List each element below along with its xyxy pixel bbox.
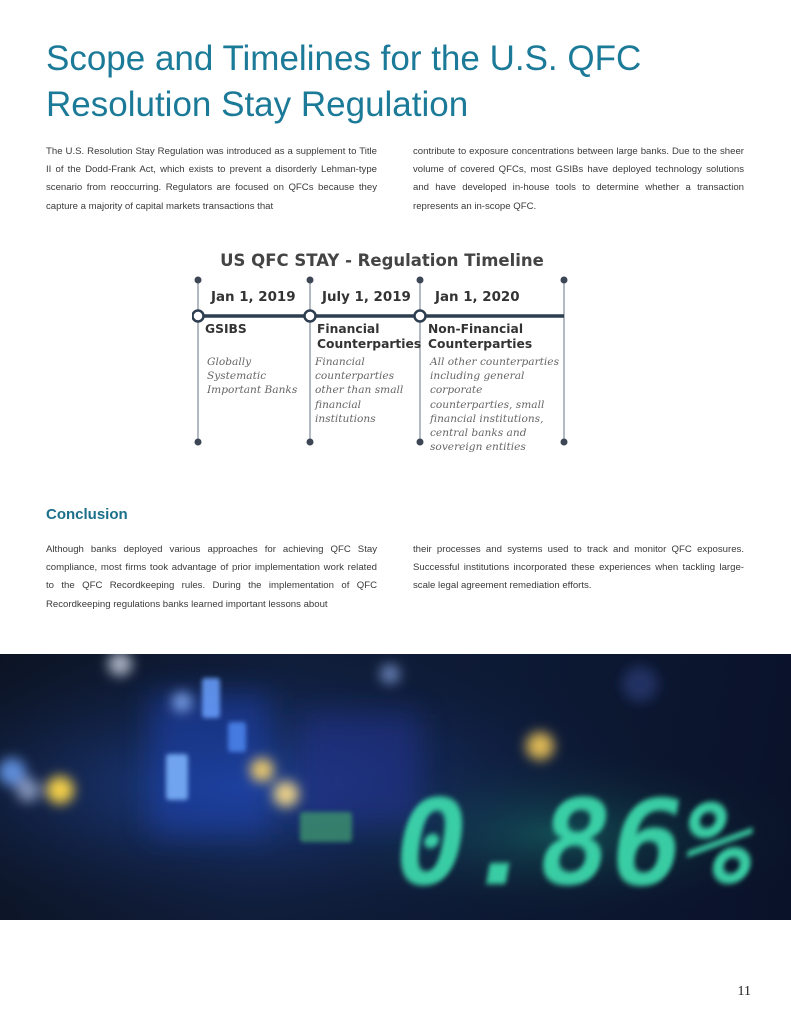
stock-ticker-photo [0,654,791,920]
timeline-milestone-3 [415,311,426,322]
timeline-date-2: July 1, 2019 [322,290,411,305]
timeline-bottom-dot-1 [195,439,202,446]
timeline-description-1: Globally Systematic Important Banks [207,356,298,397]
conclusion-section [46,541,744,614]
intro-paragraph-right: contribute to exposure concentrations between large banks. Due to the sheer volume of covered QFCs, most GSIBs have deployed technology solutions and have developed in-house tools to determine whether a transaction represents an in-scope QFC. [413,146,744,212]
ticker-photo-graphic [0,654,791,920]
timeline-bottom-dot-2 [307,439,314,446]
conclusion-paragraph-left: Although banks deployed various approaches for achieving QFC Stay compliance, most firms took advantage of prior implementation work related to the QFC Recordkeeping rules. During the implementation of QFC Recordkeeping regulations banks learned important lessons about [46,544,377,610]
page-title: Scope and Timelines for the U.S. QFC Resolution Stay Regulation [46,39,642,124]
timeline-top-dot-2 [307,277,314,284]
intro-section [46,143,744,216]
timeline-bottom-dot-3 [417,439,424,446]
timeline-date-3: Jan 1, 2020 [435,290,520,305]
timeline-heading-2: Financial Counterparties [317,322,422,351]
ticker-percentage-text: 0.86% [382,775,763,913]
conclusion-heading: Conclusion [46,506,128,523]
intro-paragraph-left: The U.S. Resolution Stay Regulation was introduced as a supplement to Title II of the Dodd-Frank Act, which exists to prevent a disorderly Lehman-type scenario from reoccurring. Regulators are focused on QFCs because they capture a majority of capital markets transactions that [46,146,377,212]
timeline-date-1: Jan 1, 2019 [211,290,296,305]
timeline-milestone-2 [305,311,316,322]
timeline-top-dot-3 [417,277,424,284]
page-number: 11 [737,984,751,999]
conclusion-paragraph-right: their processes and systems used to track and monitor QFC exposures. Successful institutions incorporated these experiences when tackling large-scale legal agreement remediation efforts. [413,544,744,592]
timeline-top-dot-1 [195,277,202,284]
timeline-milestone-1 [193,311,204,322]
timeline-heading-3: Non-Financial Counterparties [428,322,533,351]
timeline-description-2: Financial counterparties other than small financial institutions [315,356,404,425]
timeline-description-3: All other counterparties including general corporate counterparties, small financial institutions, central banks and sovereign entities [430,356,560,454]
regulation-timeline [192,248,572,453]
timeline-top-dot-4 [561,277,568,284]
timeline-title: US QFC STAY - Regulation Timeline [220,251,544,270]
timeline-heading-1: GSIBS [205,322,247,336]
